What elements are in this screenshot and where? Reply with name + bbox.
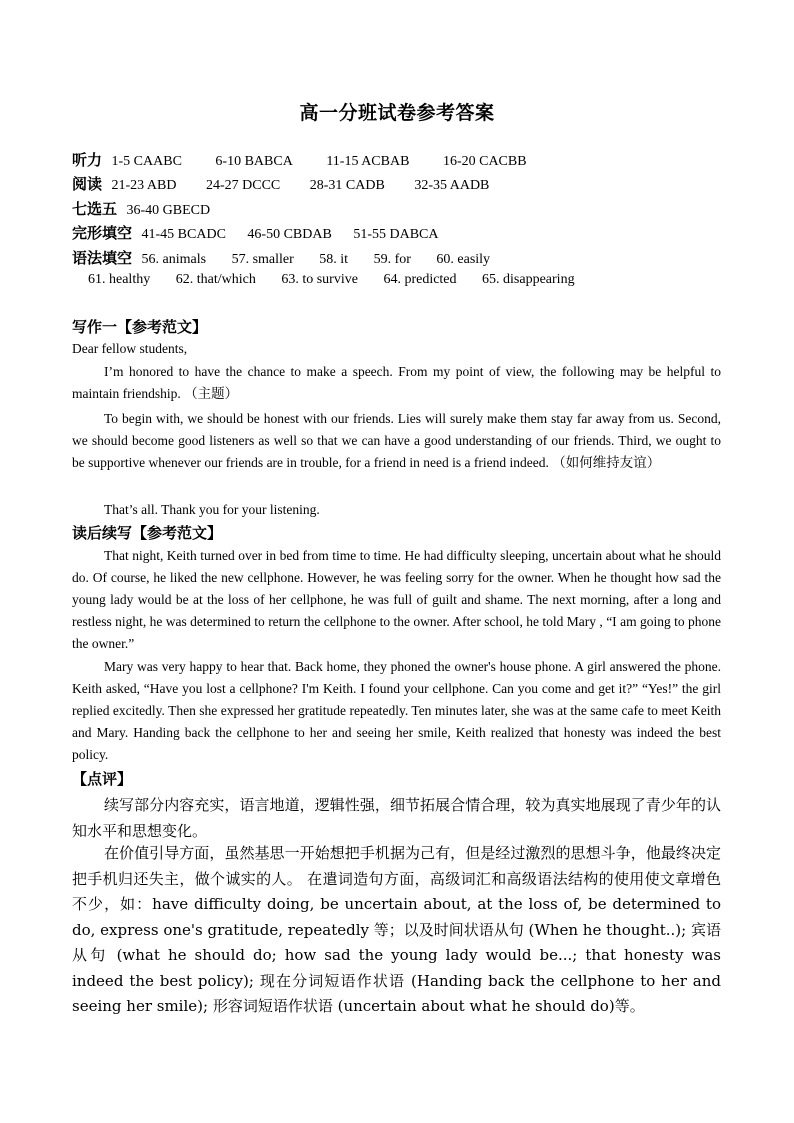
answers-listening [72,149,557,171]
comment-heading: 【点评】 [72,772,133,788]
writing2-paragraph: That night, Keith turned over in bed from time to time. He had difficulty sleeping, uncertain about what he should do. Of course, he liked the new cellphone. However, he was feeling sorry for the owner. When he thought how sad the young lady would be at the loss of her cellphone, he was full of guilt and shame. The next morning, after a long and restless night, he was determined to return the cellphone to the owner. After school, he told Mary , “I am going to phone the owner.” [72,548,721,651]
writing1-paragraph: To begin with, we should be honest with our friends. Lies will surely make them stay far away from us. Second, we should become good listeners as well so that we can have a good understanding of our friends. Third, we ought to be supportive whenever our friends are in trouble, for a friend in need is a friend indeed. （如何维持友谊） [72,411,721,470]
answer-segment: 56. animals [141,252,207,267]
answers-cloze [72,222,457,244]
answer-segment: 60. easily [436,252,491,267]
writing1-paragraph: I’m honored to have the chance to make a speech. From my point of view, the following may be helpful to maintain friendship. （主题） [72,364,721,401]
answer-segment: 63. to survive [281,272,358,287]
answers-grammar [72,247,512,269]
answer-segment: 28-31 CADB [309,178,385,193]
section-label: 完形填空 [72,226,133,242]
writing1-salutation: Dear fellow students, [72,341,188,356]
answer-segment: 24-27 DCCC [205,178,281,193]
answer-segment: 59. for [373,252,411,267]
page-title: 高一分班试卷参考答案 [299,103,495,124]
answers-reading [72,173,515,195]
answer-segment: 57. smaller [231,252,294,267]
answer-segment: 16-20 CACBB [442,154,527,169]
writing2-heading: 读后续写【参考范文】 [72,526,223,542]
writing2-paragraph: Mary was very happy to hear that. Back home, they phoned the owner's house phone. A girl answered the phone. Keith asked, “Have you lost a cellphone? I'm Keith. I found your cellphone. Can you come and get it?” “Yes!” the girl replied excitedly. Then she expressed her gratitude repeatedly. Ten minutes later, she was at the same cafe to meet Keith and Mary. Handing back the cellphone to her and seeing her smile, Keith realized that honesty was indeed the best policy. [72,659,721,762]
answer-segment: 51-55 DABCA [353,227,439,242]
section-label: 阅读 [72,177,103,193]
answer-segment: 62. that/which [175,272,256,287]
answer-segment: 61. healthy [88,272,151,287]
answer-segment: 1-5 CAABC [111,154,182,169]
answer-segment: 6-10 BABCA [215,154,293,169]
answer-segment: 11-15 ACBAB [326,154,410,169]
writing1-paragraph: That’s all. Thank you for your listening. [104,502,320,517]
writing1-heading: 写作一【参考范文】 [72,320,208,336]
answer-segment: 21-23 ABD [111,178,177,193]
section-label: 七选五 [72,202,118,218]
answer-segment: 41-45 BCADC [141,227,226,242]
comment-paragraph: 续写部分内容充实，语言地道，逻辑性强，细节拓展合情合理，较为真实地展现了青少年的认知水平和思想变化。 [72,796,721,840]
answer-segment: 65. disappearing [482,272,575,287]
answers-seven-five [72,198,210,220]
section-label: 听力 [72,153,103,169]
comment-paragraph: 在价值引导方面，虽然基思一开始想把手机据为己有，但是经过激烈的思想斗争，他最终决定把手机归还失主，做个诚实的人。 在遣词造句方面，高级词汇和高级语法结构的使用使文章增色不少，如：have difficulty doing, be uncertain about, at the loss of, be determined to do, express one's gratitude, repeatedly 等；以及时间状语从句 (When he thought..); 宾语从句 (what he should do; how sad the young lady would be...; that honesty was indeed the best policy); 现在分词短语作状语 (Handing back the cellphone to her and seeing her smile); 形容词短语作状语 (uncertain about what he should do)等。 [72,844,721,1015]
answer-segment: 46-50 CBDAB [247,227,332,242]
answers-grammar-continued [88,272,597,294]
section-label: 语法填空 [72,251,133,267]
answer-segment: 36-40 GBECD [126,203,211,218]
answer-segment: 58. it [319,252,349,267]
answer-segment: 64. predicted [383,272,457,287]
answer-segment: 32-35 AADB [414,178,490,193]
